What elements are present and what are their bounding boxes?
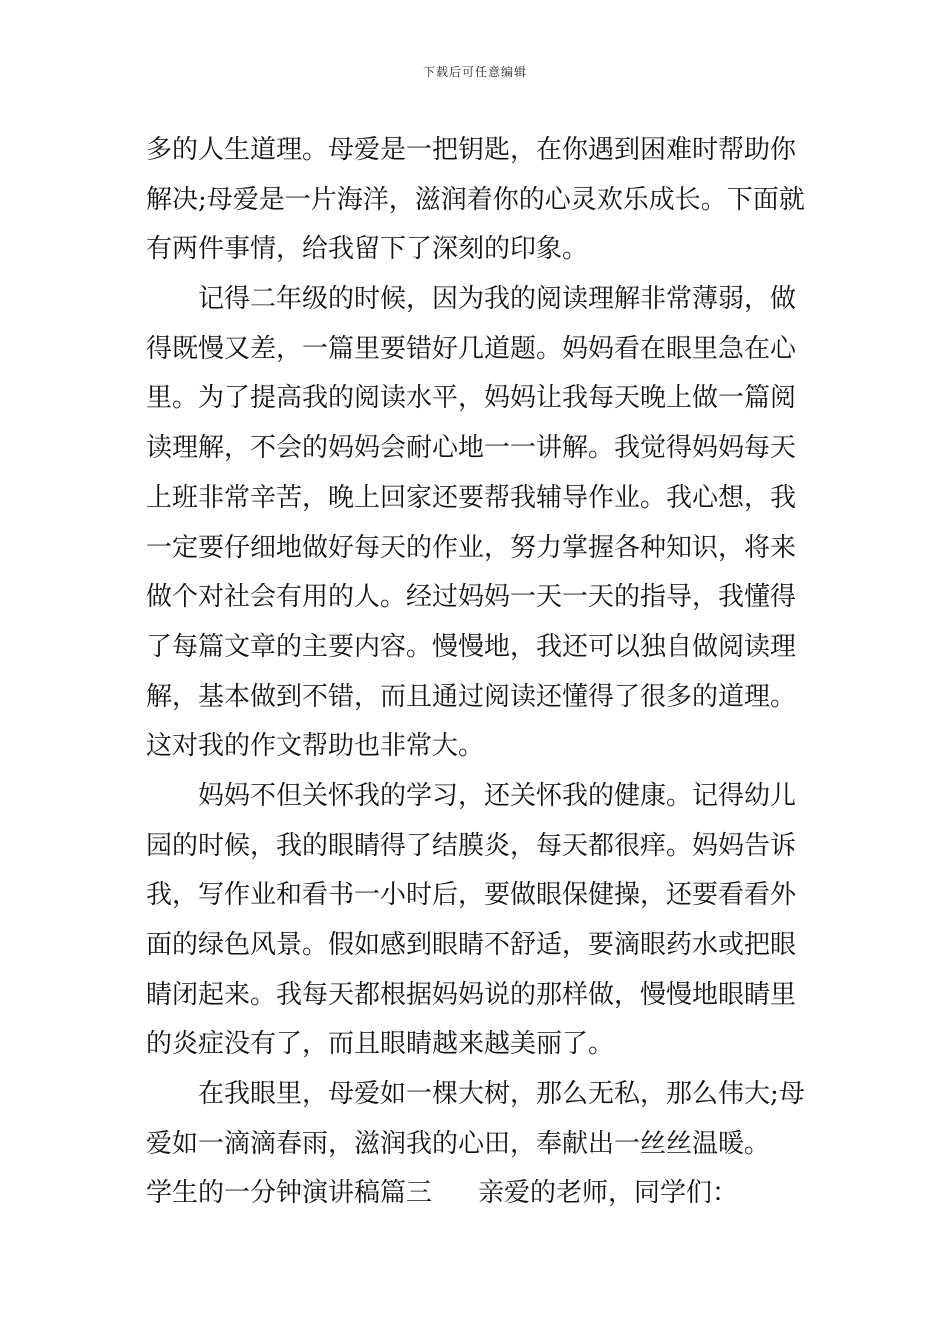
section-heading-line	[146, 1169, 810, 1219]
paragraph-start-line: 记得二年级的时候，因为我的阅读理解非常薄弱，做	[198, 284, 797, 315]
text-line: 做个对社会有用的人。经过妈妈一天一天的指导，我懂得	[146, 582, 797, 613]
text-line: 得既慢又差，一篇里要错好几道题。妈妈看在眼里急在心	[146, 333, 797, 364]
text-line: 读理解，不会的妈妈会耐心地一一讲解。我觉得妈妈每天	[146, 433, 797, 464]
body-text	[146, 126, 810, 1219]
text-line: 了每篇文章的主要内容。慢慢地，我还可以独自做阅读理	[146, 631, 797, 662]
text-line: 我，写作业和看书一小时后，要做眼保健操，还要看看外	[146, 880, 797, 911]
text-line: 这对我的作文帮助也非常大。	[146, 731, 485, 762]
text-line: 上班非常辛苦，晚上回家还要帮我辅导作业。我心想，我	[146, 482, 797, 513]
salutation: 亲爱的老师，同学们：	[478, 1178, 739, 1209]
text-line: 园的时候，我的眼睛得了结膜炎，每天都很痒。妈妈告诉	[146, 830, 797, 861]
text-line: 的炎症没有了，而且眼睛越来越美丽了。	[146, 1029, 615, 1060]
paragraph-start-line: 在我眼里，母爱如一棵大树，那么无私，那么伟大;母	[198, 1079, 805, 1110]
text-line: 一定要仔细地做好每天的作业，努力掌握各种知识，将来	[146, 532, 797, 563]
text-line: 有两件事情，给我留下了深刻的印象。	[146, 234, 589, 265]
text-line: 解决;母爱是一片海洋，滋润着你的心灵欢乐成长。下面就	[146, 184, 805, 215]
text-line: 睛闭起来。我每天都根据妈妈说的那样做，慢慢地眼睛里	[146, 979, 797, 1010]
text-line: 多的人生道理。母爱是一把钥匙，在你遇到困难时帮助你	[146, 135, 797, 165]
paragraph-start-line: 妈妈不但关怀我的学习，还关怀我的健康。记得幼儿	[198, 780, 797, 811]
text-line: 面的绿色风景。假如感到眼睛不舒适，要滴眼药水或把眼	[146, 930, 797, 960]
text-line: 里。为了提高我的阅读水平，妈妈让我每天晚上做一篇阅	[146, 383, 797, 414]
text-line: 爱如一滴滴春雨，滋润我的心田，奉献出一丝丝温暖。	[146, 1128, 771, 1159]
text-line: 解，基本做到不错，而且通过阅读还懂得了很多的道理。	[146, 681, 797, 712]
page-header: 下载后可任意编辑	[422, 65, 527, 79]
section-title: 学生的一分钟演讲稿篇三	[146, 1178, 433, 1209]
